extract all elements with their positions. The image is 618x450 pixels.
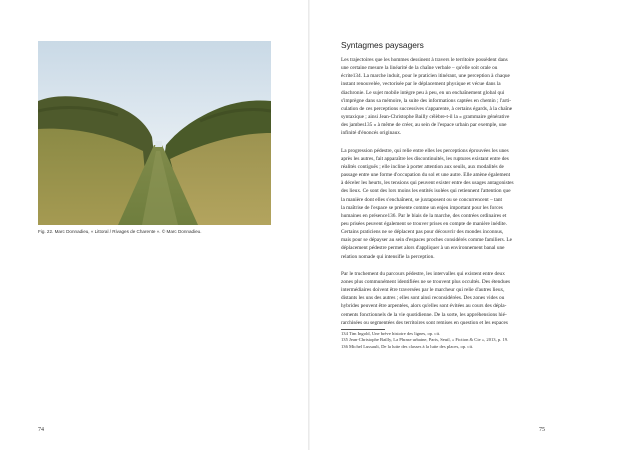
text-line: La progression pédestre, qui relie entre elles les perceptions éprouvées les unes	[341, 147, 509, 154]
footnote-rule	[341, 329, 385, 330]
photo-caption: Fig. 22. Marc Donnadieu, « Littoral / Rivages de Charente ». © Marc Donnadieu.	[38, 229, 202, 234]
paragraph-2	[341, 147, 567, 261]
text-line: déplacement pédestre permet alors d'appliquer à un environnement banal une	[341, 245, 505, 252]
text-line: Certains praticiens ne se déplacent pas pour découvrir des mondes inconnus,	[341, 229, 504, 236]
text-line: une certaine mesure la linéarité de la chaîne verbale – qu'elle soit orale ou	[341, 65, 498, 72]
text-line: s'imprègne dans sa mémoire, la suite des informations captées en chemin ; l'arti-	[341, 97, 512, 104]
text-line: passage entre une forme d'occupation du sol et une autre. Elle amène également	[341, 172, 511, 179]
text-line: à déceler les heurts, les tensions qui peuvent exister entre des usages antagonistes	[341, 180, 514, 187]
text-line: syntaxique ; ainsi Jean-Christophe Bailly célèbre-t-il la « grammaire générative	[341, 114, 510, 121]
footnote: 136 Michel Lussault, De la lutte des classes à la lutte des places, op. cit.	[341, 343, 474, 349]
text-line: zones plus communément identifiées ne se trouvent plus occultés. Des étendues	[341, 278, 511, 285]
text-line: des jambes135 » à même de créer, au sein de l'espace urbain par exemple, une	[341, 122, 507, 129]
paragraph-1	[341, 56, 567, 138]
text-line: la manière dont elles s'enchaînent, se juxtaposent ou se concurrencent – tant	[341, 196, 502, 203]
footnote: 135 Jean-Christophe Bailly, La Phrase urbaine, Paris, Seuil, « Fiction & Cie », 2013, p. 19.	[341, 337, 509, 343]
text-line: intermédiaires doivent être traversées par le marcheur qui relie d'autres lieux,	[341, 287, 505, 294]
text-line: des lieux. Ce sont des lors moins les entités isolées qui retiennent l'attention que	[341, 188, 511, 195]
text-line: rarchisées ou segmentées des territoires sont remises en question et les espaces	[341, 319, 508, 326]
footnote: 134 Tim Ingold, Une brève histoire des lignes, op. cit.	[341, 330, 441, 336]
footnotes	[341, 331, 567, 350]
page-number-left: 74	[38, 427, 44, 433]
page-number-right: 75	[539, 427, 545, 433]
text-line: hybrides peuvent être arpentées, alors qu'elles sont évitées au cours des dépla-	[341, 303, 507, 310]
text-line: peu prisées peuvent également se trouver prises en compte de manière inédite.	[341, 220, 507, 227]
text-line: la maîtrise de l'espace se présente comme un enjeu important pour les forces	[341, 204, 503, 211]
text-line: écrite134. La marche induit, pour le praticien itinérant, une perception à chaque	[341, 73, 510, 80]
landscape-photo	[38, 41, 271, 225]
text-line: instant renouvelée, vectorisée par le déplacement physique et vécue dans la	[341, 81, 501, 88]
body-text	[341, 56, 567, 350]
text-line: réalités contiguës ; elle incline à porter attention aux seuils, aux modalités de	[341, 163, 504, 170]
left-page	[0, 0, 308, 450]
paragraph-3	[341, 270, 567, 327]
text-line: cements fonctionnels de la vie quotidienne. De la sorte, les appréhensions hié-	[341, 311, 507, 318]
text-line: Les trajectoires que les hommes dessinent à travers le territoire possèdent dans	[341, 57, 508, 63]
text-line: après les autres, fait apparaître les discontinuités, les ruptures existant entre des	[341, 155, 509, 162]
text-line: infinité d'énoncés originaux.	[341, 130, 402, 137]
text-line: Par le truchement du parcours pédestre, les intervalles qui existent entre deux	[341, 270, 505, 277]
text-line: diachronie. Le sujet mobile intègre peu à peu, en un enchaînement global qui	[341, 89, 505, 96]
text-line: culation de ces perceptions successives s'apparente, à certains égards, à la chaîne	[341, 105, 513, 112]
text-line: relation nomade qui intensifie la perception.	[341, 253, 435, 260]
section-heading: Syntagmes paysagers	[341, 40, 424, 50]
text-line: humaines en présence136. Par le biais de la marche, des contrées ordinaires et	[341, 212, 507, 219]
text-line: mais pour se dépayser au sein d'espaces proches considérés comme familiers. Le	[341, 237, 512, 244]
text-line: distants les uns des autres ; elles sont ainsi reconsidérées. Des zones vides ou	[341, 295, 505, 302]
